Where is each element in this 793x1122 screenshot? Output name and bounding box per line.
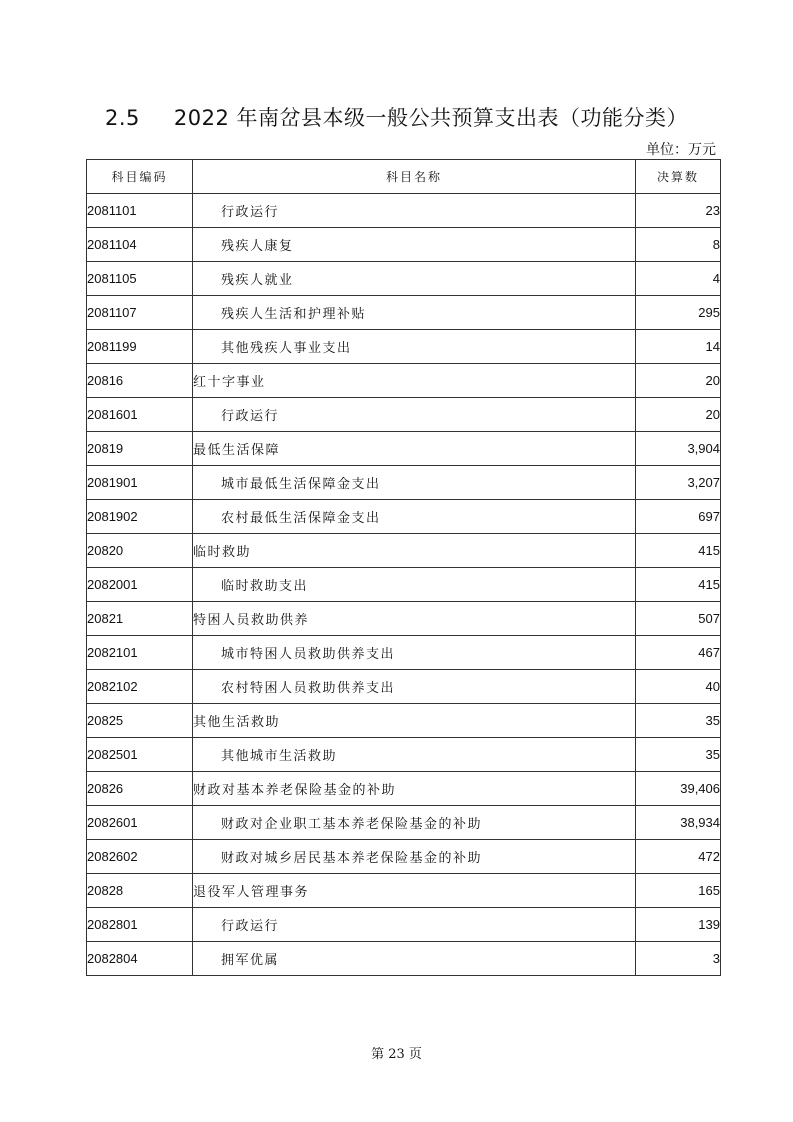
table-row bbox=[87, 228, 721, 262]
cell-amount: 8 bbox=[636, 228, 721, 262]
cell-name: 其他城市生活救助 bbox=[193, 738, 636, 772]
page-number: 第 23 页 bbox=[371, 1047, 422, 1062]
header-code: 科目编码 bbox=[87, 160, 193, 194]
table-row bbox=[87, 194, 721, 228]
cell-code: 20819 bbox=[87, 432, 193, 466]
cell-code: 2082102 bbox=[87, 670, 193, 704]
table-row bbox=[87, 466, 721, 500]
cell-amount: 4 bbox=[636, 262, 721, 296]
cell-name: 城市特困人员救助供养支出 bbox=[193, 636, 636, 670]
cell-name: 特困人员救助供养 bbox=[193, 602, 636, 636]
cell-amount: 472 bbox=[636, 840, 721, 874]
cell-name: 最低生活保障 bbox=[193, 432, 636, 466]
table-row bbox=[87, 568, 721, 602]
table-row bbox=[87, 908, 721, 942]
cell-name: 农村特困人员救助供养支出 bbox=[193, 670, 636, 704]
cell-name: 临时救助 bbox=[193, 534, 636, 568]
cell-amount: 415 bbox=[636, 568, 721, 602]
table-header-row bbox=[87, 160, 721, 194]
cell-amount: 697 bbox=[636, 500, 721, 534]
table-row bbox=[87, 364, 721, 398]
cell-amount: 507 bbox=[636, 602, 721, 636]
cell-name: 其他残疾人事业支出 bbox=[193, 330, 636, 364]
cell-amount: 415 bbox=[636, 534, 721, 568]
header-amount: 决算数 bbox=[636, 160, 721, 194]
section-number: 2.5 bbox=[104, 106, 140, 130]
unit-label: 单位：万元 bbox=[646, 142, 716, 158]
cell-code: 2081601 bbox=[87, 398, 193, 432]
cell-code: 2081901 bbox=[87, 466, 193, 500]
cell-amount: 39,406 bbox=[636, 772, 721, 806]
cell-code: 2082801 bbox=[87, 908, 193, 942]
cell-code: 20816 bbox=[87, 364, 193, 398]
cell-code: 2081107 bbox=[87, 296, 193, 330]
table-row bbox=[87, 942, 721, 976]
cell-name: 残疾人康复 bbox=[193, 228, 636, 262]
cell-name: 财政对企业职工基本养老保险基金的补助 bbox=[193, 806, 636, 840]
expenditure-table bbox=[86, 159, 721, 976]
cell-code: 2081105 bbox=[87, 262, 193, 296]
table-row bbox=[87, 772, 721, 806]
cell-name: 其他生活救助 bbox=[193, 704, 636, 738]
cell-amount: 40 bbox=[636, 670, 721, 704]
cell-name: 残疾人就业 bbox=[193, 262, 636, 296]
table-row bbox=[87, 398, 721, 432]
table-row bbox=[87, 670, 721, 704]
cell-name: 退役军人管理事务 bbox=[193, 874, 636, 908]
cell-name: 临时救助支出 bbox=[193, 568, 636, 602]
cell-code: 20826 bbox=[87, 772, 193, 806]
cell-code: 20820 bbox=[87, 534, 193, 568]
table-row bbox=[87, 636, 721, 670]
cell-code: 2082501 bbox=[87, 738, 193, 772]
cell-code: 2082001 bbox=[87, 568, 193, 602]
cell-amount: 295 bbox=[636, 296, 721, 330]
cell-code: 2082101 bbox=[87, 636, 193, 670]
cell-amount: 165 bbox=[636, 874, 721, 908]
table-row bbox=[87, 296, 721, 330]
table-row bbox=[87, 738, 721, 772]
table-row bbox=[87, 840, 721, 874]
table-row bbox=[87, 534, 721, 568]
cell-name: 行政运行 bbox=[193, 194, 636, 228]
cell-name: 城市最低生活保障金支出 bbox=[193, 466, 636, 500]
cell-name: 农村最低生活保障金支出 bbox=[193, 500, 636, 534]
cell-name: 财政对城乡居民基本养老保险基金的补助 bbox=[193, 840, 636, 874]
cell-code: 2081104 bbox=[87, 228, 193, 262]
cell-amount: 35 bbox=[636, 704, 721, 738]
cell-code: 2082602 bbox=[87, 840, 193, 874]
table-row bbox=[87, 330, 721, 364]
cell-name: 残疾人生活和护理补贴 bbox=[193, 296, 636, 330]
table-row bbox=[87, 874, 721, 908]
table-row bbox=[87, 806, 721, 840]
cell-name: 行政运行 bbox=[193, 398, 636, 432]
cell-name: 行政运行 bbox=[193, 908, 636, 942]
table-row bbox=[87, 262, 721, 296]
cell-amount: 20 bbox=[636, 398, 721, 432]
cell-code: 2081902 bbox=[87, 500, 193, 534]
cell-amount: 3,207 bbox=[636, 466, 721, 500]
cell-amount: 3 bbox=[636, 942, 721, 976]
cell-code: 2082804 bbox=[87, 942, 193, 976]
cell-code: 20828 bbox=[87, 874, 193, 908]
page-title bbox=[0, 102, 793, 132]
cell-amount: 35 bbox=[636, 738, 721, 772]
table-row bbox=[87, 500, 721, 534]
cell-code: 20821 bbox=[87, 602, 193, 636]
cell-code: 20825 bbox=[87, 704, 193, 738]
cell-amount: 3,904 bbox=[636, 432, 721, 466]
cell-code: 2082601 bbox=[87, 806, 193, 840]
cell-amount: 467 bbox=[636, 636, 721, 670]
cell-name: 红十字事业 bbox=[193, 364, 636, 398]
table-row bbox=[87, 432, 721, 466]
cell-amount: 38,934 bbox=[636, 806, 721, 840]
cell-amount: 20 bbox=[636, 364, 721, 398]
table-row bbox=[87, 602, 721, 636]
table-row bbox=[87, 704, 721, 738]
title-text: 2022 年南岔县本级一般公共预算支出表（功能分类） bbox=[173, 106, 689, 130]
cell-amount: 23 bbox=[636, 194, 721, 228]
cell-amount: 139 bbox=[636, 908, 721, 942]
cell-code: 2081101 bbox=[87, 194, 193, 228]
cell-code: 2081199 bbox=[87, 330, 193, 364]
cell-name: 拥军优属 bbox=[193, 942, 636, 976]
cell-amount: 14 bbox=[636, 330, 721, 364]
cell-name: 财政对基本养老保险基金的补助 bbox=[193, 772, 636, 806]
header-name: 科目名称 bbox=[193, 160, 636, 194]
